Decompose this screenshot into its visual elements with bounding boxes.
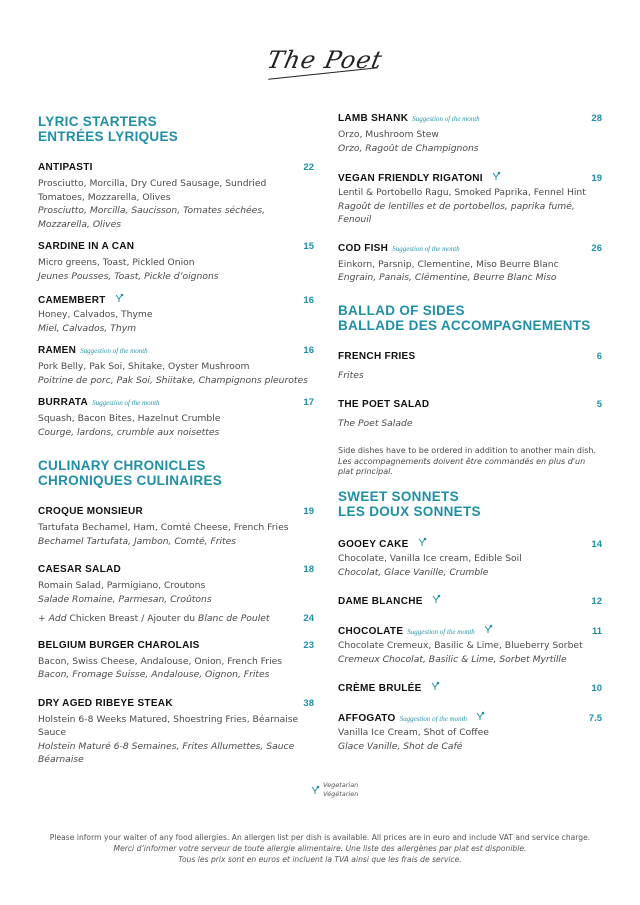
menu-item-price: 22 (303, 162, 314, 173)
menu-item-description: Tartufata Bechamel, Ham, Comté Cheese, French Fries (38, 522, 289, 533)
menu-item-description: Squash, Bacon Bites, Hazelnut Crumble (38, 413, 221, 424)
menu-item-title: BELGIUM BURGER CHAROLAIS (38, 639, 200, 651)
section-mains-continued (338, 113, 602, 301)
menu-item-price: 5 (596, 398, 602, 410)
menu-item-title-row (38, 293, 314, 308)
menu-item-title: ANTIPASTI (38, 162, 93, 173)
menu-item-description: Einkorn, Parsnip, Clementine, Miso Beurre Blanc (338, 258, 559, 270)
menu-item-description: Romain Salad, Parmigiano, Croutons (38, 580, 206, 591)
suggestion-label: Suggestion of the month (80, 347, 148, 355)
addon-main: Chicken Breast / Ajouter du (66, 613, 199, 624)
menu-item-description-fr: Cremeux Chocolat, Basilic & Lime, Sorbet Myrtille (338, 653, 567, 665)
section-heading (338, 303, 602, 333)
menu-item (338, 243, 602, 285)
menu-item-title: VEGAN FRIENDLY RIGATONI (338, 173, 483, 184)
suggestion-label: Suggestion of the month (92, 399, 160, 407)
menu-item-price: 10 (591, 683, 602, 694)
menu-item-title-row (338, 681, 602, 696)
side-dish-note-en: Side dishes have to be ordered in addition to another main dish. (338, 446, 597, 455)
menu-item-description-fr: Orzo, Ragoût de Champignons (338, 142, 479, 154)
menu-item-price: 23 (303, 639, 314, 651)
menu-item-title-row (38, 397, 314, 412)
menu-item-description: Bacon, Swiss Cheese, Andalouse, Onion, French Fries (38, 655, 283, 667)
menu-item-description: Vanilla Ice Cream, Shot of Coffee (338, 727, 489, 738)
menu-item-price: 16 (303, 345, 314, 356)
menu-item-title-row (38, 162, 314, 177)
menu-item-title: CHOCOLATE (338, 626, 404, 637)
menu-item-description-fr: Engrain, Panais, Clémentine, Beurre Blanc Miso (338, 272, 557, 283)
menu-item-title-row (338, 537, 602, 552)
menu-item-title: CAESAR SALAD (38, 564, 122, 575)
menu-item-title: DRY AGED RIBEYE STEAK (38, 697, 173, 709)
menu-item-description-fr: Chocolat, Glace Vanille, Crumble (338, 566, 489, 578)
menu-item-price: 26 (591, 242, 602, 254)
menu-item-description: Micro greens, Toast, Pickled Onion (38, 257, 195, 268)
menu-item-description: Pork Belly, Pak Soi, Shitake, Oyster Mushroom (38, 361, 250, 372)
vegetarian-icon (431, 594, 441, 604)
menu-item-description: Honey, Calvados, Thyme (38, 309, 153, 320)
menu-item-price: 28 (591, 113, 602, 124)
menu-item-title-row (338, 624, 602, 639)
legend-en: Vegetarian (323, 781, 359, 789)
vegetarian-legend (302, 781, 358, 799)
menu-item-title-row (38, 698, 314, 713)
side-dish-note (338, 446, 602, 478)
menu-item (338, 113, 602, 155)
menu-item-price: 6 (596, 351, 602, 362)
menu-item (338, 537, 602, 579)
footer (0, 832, 640, 865)
menu-item (38, 397, 314, 439)
menu-item (338, 594, 602, 609)
menu-item-title: CRÈME BRULÉE (338, 683, 422, 694)
menu-item-title: CROQUE MONSIEUR (38, 506, 144, 517)
section-heading-en: CULINARY CHRONICLES (38, 458, 206, 473)
menu-item-description-fr: The Poet Salade (338, 417, 413, 429)
menu-item-title-row (338, 113, 602, 128)
section-lyric-starters (38, 114, 314, 449)
menu-item-description-fr: Courge, lardons, crumble aux noisettes (38, 426, 220, 438)
menu-item-title-row (38, 241, 314, 256)
menu-item-price: 14 (591, 539, 602, 550)
menu-item (38, 506, 314, 548)
menu-item-price: 19 (591, 173, 602, 184)
suggestion-label: Suggestion of the month (392, 244, 460, 253)
menu-item-description-fr: Holstein Maturé 6-8 Semaines, Frites Allumettes, Sauce Béarnaise (38, 740, 295, 765)
menu-item-description: Lentil & Portobello Ragu, Smoked Paprika, Fennel Hint (338, 187, 586, 198)
menu-item-description-fr: Prosciutto, Morcilla, Saucisson, Tomates séchées, Mozzarella, Olives (38, 205, 266, 230)
menu-item (38, 564, 314, 606)
menu-item-title: COD FISH (338, 242, 389, 254)
section-heading-en: LYRIC STARTERS (38, 114, 157, 129)
menu-item-description: Chocolate, Vanilla Ice cream, Edible Soil (338, 553, 522, 564)
section-heading-fr: ENTRÉES LYRIQUES (38, 129, 179, 144)
menu-item-title-row (38, 640, 314, 655)
section-heading-fr: CHRONIQUES CULINAIRES (38, 473, 223, 488)
menu-item-price: 16 (303, 295, 314, 306)
menu-item-title: FRENCH FRIES (338, 351, 416, 362)
menu-item (38, 293, 314, 335)
addon-line (38, 612, 314, 626)
addon-price: 24 (303, 613, 314, 624)
menu-item (38, 345, 314, 387)
menu-item-title: DAME BLANCHE (338, 596, 423, 607)
menu-item-title: CAMEMBERT (38, 295, 106, 306)
menu-item-price: 7.5 (588, 713, 602, 724)
menu-item-description-fr: Poitrine de porc, Pak Soi, Shiitake, Champignons pleurotes (38, 374, 308, 386)
menu-item-title-row (338, 243, 602, 258)
footer-line-3: Tous les prix sont en euros et incluent la TVA ainsi que les frais de service. (178, 855, 462, 864)
footer-line-2: Merci d’informer votre serveur de toute allergie alimentaire. Une liste des allergènes par plat est disponible. (113, 844, 527, 853)
menu-item (338, 399, 602, 431)
suggestion-label: Suggestion of the month (399, 715, 468, 723)
menu-item-title: GOOEY CAKE (338, 539, 409, 550)
legend-fr: Végétarien (323, 790, 359, 798)
menu-item (338, 624, 602, 666)
menu-item-description-fr: Jeunes Pousses, Toast, Pickle d’oignons (38, 270, 219, 282)
menu-item-description: Orzo, Mushroom Stew (338, 129, 439, 140)
vegetarian-icon (114, 293, 124, 303)
section-heading-fr: LES DOUX SONNETS (338, 504, 481, 519)
section-heading-fr: BALLADE DES ACCOMPAGNEMENTS (338, 318, 591, 333)
side-dish-note-fr: Les accompagnements doivent être commandés en plus d'un plat principal. (338, 456, 586, 476)
menu-item (38, 241, 314, 283)
section-heading (38, 114, 314, 144)
menu-item-description: Holstein 6-8 Weeks Matured, Shoestring Fries, Béarnaise Sauce (38, 713, 299, 738)
menu-item-title: LAMB SHANK (338, 113, 409, 124)
menu-item-price: 15 (303, 241, 314, 252)
menu-item-description-fr: Bacon, Fromage Suisse, Andalouse, Oignon, Frites (38, 669, 270, 680)
menu-item (38, 698, 314, 767)
menu-item-title-row (38, 345, 314, 360)
menu-item-description-fr: Bechamel Tartufata, Jambon, Comté, Frites (38, 535, 237, 547)
footer-line-1: Please inform your waiter of any food allergies. An allergen list per dish is available. All prices are in euro and include VAT and service charge. (49, 833, 591, 842)
menu-item-description: Chocolate Cremeux, Basilic & Lime, Blueberry Sorbet (338, 640, 583, 651)
vegetarian-icon (483, 624, 493, 634)
menu-item-title-row (338, 351, 602, 366)
menu-item-title: THE POET SALAD (338, 398, 430, 410)
menu-item-description-fr: Salade Romaine, Parmesan, Croûtons (38, 593, 212, 605)
menu-item-title: SARDINE IN A CAN (38, 241, 135, 252)
menu-item-title: AFFOGATO (338, 713, 396, 724)
vegetarian-icon (430, 681, 440, 691)
section-ballad-of-sides (338, 303, 602, 478)
vegetarian-icon (310, 785, 320, 795)
vegetarian-icon (491, 171, 501, 181)
section-heading (38, 458, 314, 488)
menu-item-description-fr: Miel, Calvados, Thym (38, 322, 137, 334)
menu-item-title-row (338, 171, 602, 186)
menu-item-price: 18 (303, 564, 314, 575)
menu-item-title-row (338, 399, 602, 414)
menu-item (38, 162, 314, 231)
menu-item (338, 711, 602, 753)
menu-item-description: Prosciutto, Morcilla, Dry Cured Sausage, Sundried Tomatoes, Mozzarella, Olives (38, 178, 267, 203)
section-heading (338, 489, 602, 519)
menu-item-price: 11 (591, 626, 602, 637)
menu-item-description-fr: Frites (338, 370, 364, 381)
vegetarian-icon (417, 537, 427, 547)
menu-item-price: 38 (303, 697, 314, 709)
suggestion-label: Suggestion of the month (407, 628, 475, 636)
menu-item (338, 351, 602, 383)
addon-text (38, 612, 270, 626)
section-heading-en: SWEET SONNETS (338, 489, 459, 504)
section-culinary-chronicles (38, 458, 314, 783)
menu-item-price: 19 (303, 506, 314, 517)
logo: The Poet (264, 46, 386, 74)
addon-prefix: + Add (38, 613, 67, 624)
suggestion-label: Suggestion of the month (412, 115, 480, 123)
menu-item-title: BURRATA (38, 397, 89, 408)
menu-item-description-fr: Glace Vanille, Shot de Café (338, 740, 463, 752)
menu-item-title-row (338, 711, 602, 726)
menu-item-title-row (338, 594, 602, 609)
menu-item-title: RAMEN (38, 345, 77, 356)
menu-item-description-fr: Ragoût de lentilles et de portobellos, paprika fumé, Fenouil (338, 200, 575, 225)
menu-item-title-row (38, 506, 314, 521)
menu-item (38, 640, 314, 682)
menu-item (338, 681, 602, 696)
menu-item-price: 17 (303, 397, 314, 408)
vegetarian-icon (475, 711, 485, 721)
section-sweet-sonnets (338, 489, 602, 768)
menu-item (338, 171, 602, 227)
menu-item-title-row (38, 564, 314, 579)
section-heading-en: BALLAD OF SIDES (338, 303, 465, 318)
menu-item-price: 12 (591, 596, 602, 607)
addon-suffix: Blanc de Poulet (198, 613, 270, 624)
